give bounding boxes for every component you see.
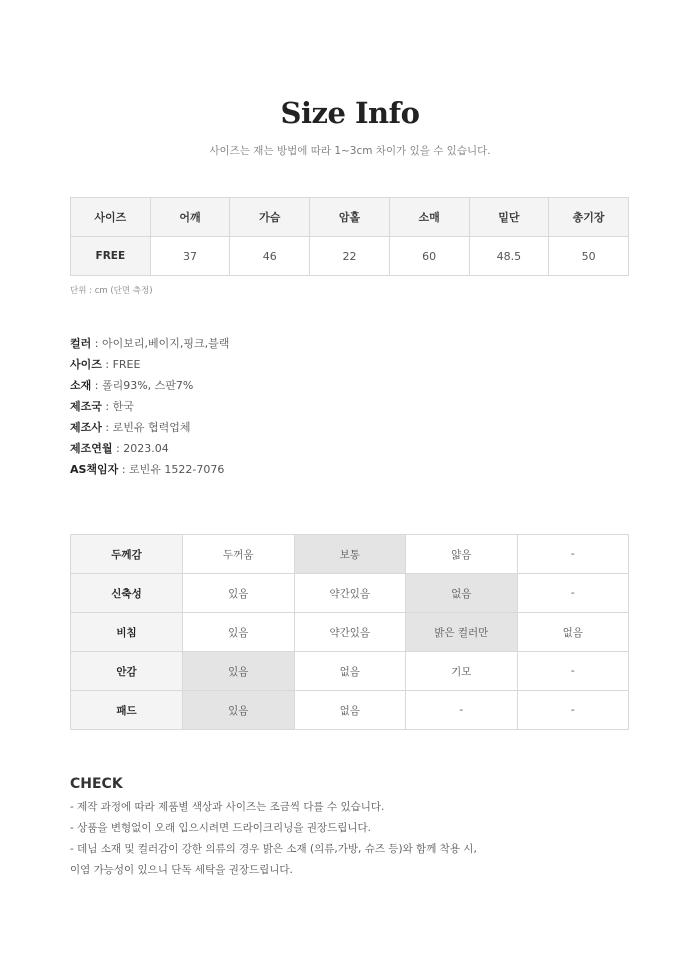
feel-label: 두께감 (71, 535, 183, 574)
size-header-cell: 소매 (389, 198, 469, 237)
info-key: AS책임자 (70, 463, 119, 476)
feel-cell: 없음 (517, 613, 629, 652)
info-line (70, 417, 229, 438)
info-key: 제조연월 (70, 442, 113, 455)
fabric-feel-table (70, 534, 629, 730)
feel-cell: 있음 (183, 691, 295, 730)
feel-row (71, 574, 629, 613)
size-value-cell: FREE (71, 237, 151, 276)
check-line: 이염 가능성이 있으니 단독 세탁을 권장드립니다. (70, 864, 293, 876)
info-key: 컬러 (70, 337, 92, 350)
size-header-cell: 가슴 (230, 198, 310, 237)
info-line (70, 438, 229, 459)
check-line: - 제작 과정에 따라 제품별 색상과 사이즈는 조금씩 다를 수 있습니다. (70, 801, 385, 813)
feel-cell: 약간있음 (294, 574, 406, 613)
page-subtitle: 사이즈는 재는 방법에 따라 1~3cm 차이가 있을 수 있습니다. (209, 145, 491, 157)
product-info (70, 333, 229, 480)
feel-row (71, 613, 629, 652)
feel-cell: 밝은 컬러만 (406, 613, 518, 652)
size-header-cell: 어깨 (150, 198, 230, 237)
info-value: : 폴리93%, 스판7% (91, 379, 194, 392)
info-line (70, 354, 229, 375)
feel-cell: - (517, 574, 629, 613)
feel-cell: - (517, 652, 629, 691)
feel-cell: 있음 (183, 652, 295, 691)
size-table-header-row (71, 198, 629, 237)
feel-label: 안감 (71, 652, 183, 691)
size-value-cell: 48.5 (469, 237, 549, 276)
feel-cell: - (517, 535, 629, 574)
info-value: : 2023.04 (112, 442, 169, 455)
size-table (70, 197, 629, 276)
feel-cell: 없음 (406, 574, 518, 613)
feel-cell: 얇음 (406, 535, 518, 574)
page-title: Size Info (280, 96, 420, 130)
info-line (70, 396, 229, 417)
size-value-cell: 37 (150, 237, 230, 276)
info-value: : 로빈유 1522-7076 (118, 463, 225, 476)
feel-cell: 없음 (294, 691, 406, 730)
size-header-cell: 밑단 (469, 198, 549, 237)
size-value-cell: 46 (230, 237, 310, 276)
feel-cell: 보통 (294, 535, 406, 574)
info-key: 제조국 (70, 400, 102, 413)
feel-cell: 약간있음 (294, 613, 406, 652)
size-header-cell: 암홀 (310, 198, 390, 237)
feel-label: 비침 (71, 613, 183, 652)
check-line: - 상품을 변형없이 오래 입으시려면 드라이크리닝을 권장드립니다. (70, 822, 372, 834)
feel-label: 패드 (71, 691, 183, 730)
size-table-row (71, 237, 629, 276)
feel-cell: 있음 (183, 613, 295, 652)
size-header-cell: 총기장 (549, 198, 629, 237)
info-value: : 한국 (101, 400, 134, 413)
info-key: 소재 (70, 379, 92, 392)
feel-label: 신축성 (71, 574, 183, 613)
info-line (70, 333, 229, 354)
feel-cell: - (517, 691, 629, 730)
info-value: : 로빈유 협력업체 (101, 421, 191, 434)
info-key: 제조사 (70, 421, 102, 434)
feel-cell: - (406, 691, 518, 730)
size-value-cell: 60 (389, 237, 469, 276)
info-value: : FREE (101, 358, 141, 371)
feel-cell: 없음 (294, 652, 406, 691)
check-line: - 데님 소재 및 컬러감이 강한 의류의 경우 밝은 소재 (의류,가방, 슈즈 등)와 함께 착용 시, (70, 843, 477, 855)
size-header-cell: 사이즈 (71, 198, 151, 237)
unit-note: 단위 : cm (단면 측정) (70, 286, 153, 296)
feel-row (71, 535, 629, 574)
size-value-cell: 50 (549, 237, 629, 276)
info-key: 사이즈 (70, 358, 102, 371)
check-list (70, 797, 477, 881)
feel-cell: 있음 (183, 574, 295, 613)
feel-cell: 기모 (406, 652, 518, 691)
info-line (70, 375, 229, 396)
feel-row (71, 652, 629, 691)
feel-row (71, 691, 629, 730)
feel-cell: 두꺼움 (183, 535, 295, 574)
check-title: CHECK (70, 776, 123, 792)
size-value-cell: 22 (310, 237, 390, 276)
info-value: : 아이보리,베이지,핑크,블랙 (91, 337, 230, 350)
info-line (70, 459, 229, 480)
